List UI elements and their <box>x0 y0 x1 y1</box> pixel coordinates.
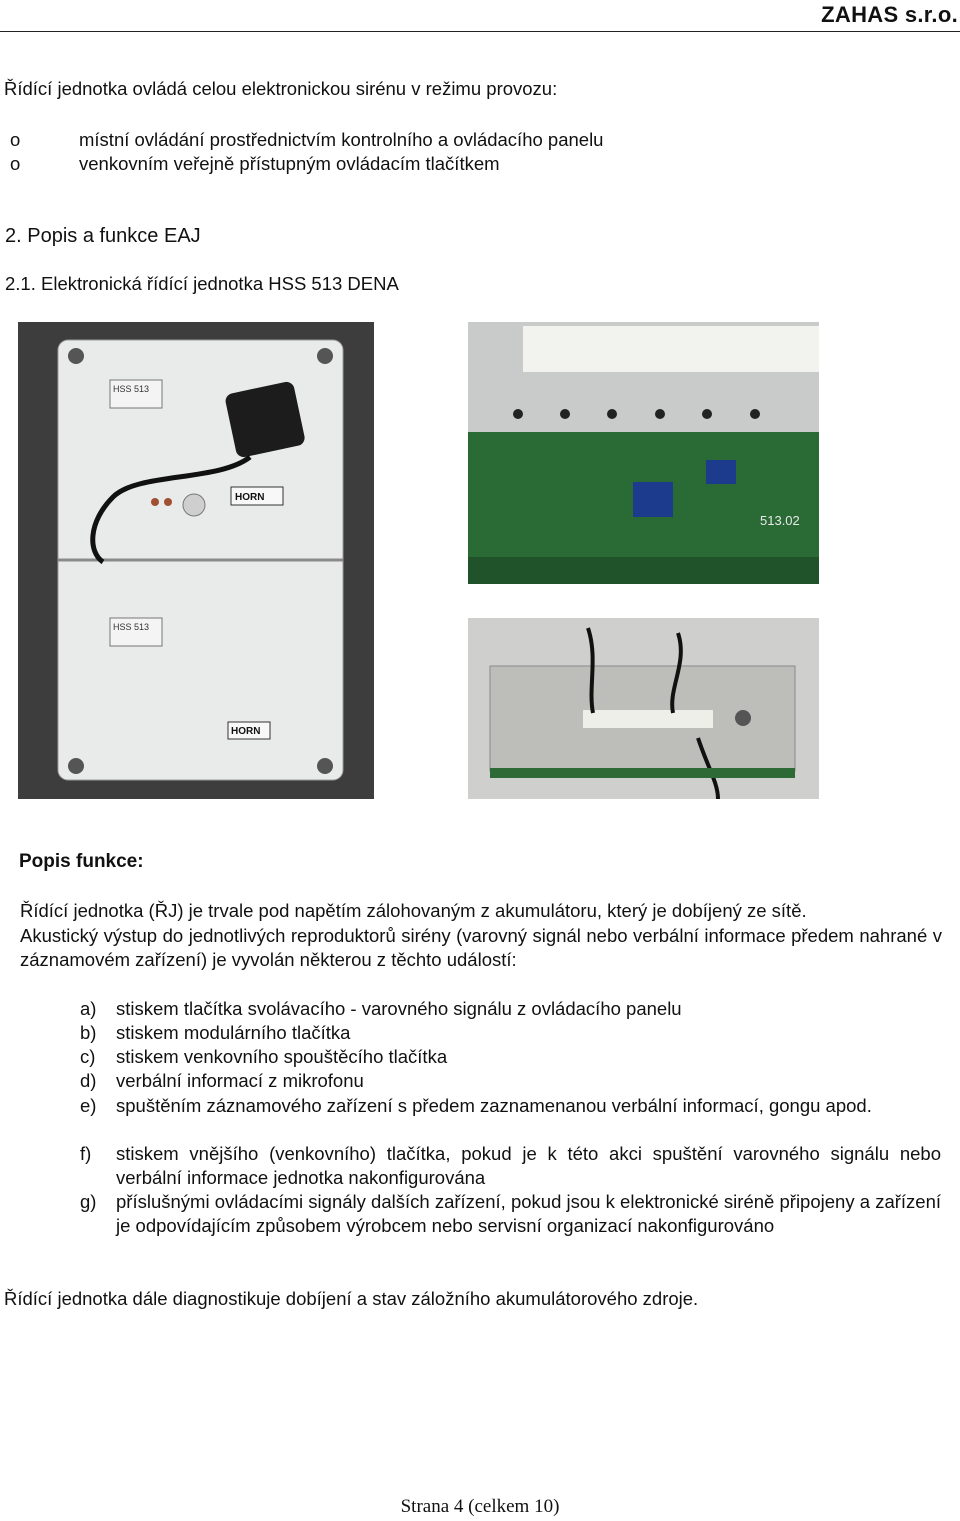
list-marker: d) <box>80 1070 97 1091</box>
list-text: stiskem modulárního tlačítka <box>116 1022 351 1043</box>
wiring-photo <box>468 618 819 799</box>
popis-title: Popis funkce: <box>19 851 144 872</box>
intro-text: Řídící jednotka ovládá celou elektronickou sirénu v režimu provozu: <box>4 78 558 99</box>
label-text: HORN <box>235 492 265 503</box>
list-text: stiskem venkovního spouštěcího tlačítka <box>116 1046 448 1067</box>
label-text: HSS 513 <box>113 384 150 394</box>
label-text: HSS 513 <box>113 622 150 632</box>
circuit-board-photo <box>468 322 819 584</box>
label-text: HORN <box>231 726 261 737</box>
list-marker: g) <box>80 1191 97 1212</box>
section-heading: 2. Popis a funkce EAJ <box>5 225 201 247</box>
paragraph: Řídící jednotka (ŘJ) je trvale pod napětím zálohovaným z akumulátoru, který je dobíjený ze sítě. <box>20 900 807 921</box>
bullet-marker: o <box>10 129 21 150</box>
bullet-text: místní ovládání prostřednictvím kontrolního a ovládacího panelu <box>79 129 604 150</box>
company-name: ZAHAS s.r.o. <box>821 2 958 27</box>
list-marker: b) <box>80 1022 97 1043</box>
list-text: stiskem vnějšího (venkovního) tlačítka, pokud je k této akci spuštění varovného signálu nebo verbální informace jednotka nakonfigurována <box>116 1143 941 1188</box>
bullet-marker: o <box>10 153 21 174</box>
page-number: Strana 4 (celkem 10) <box>400 1496 560 1517</box>
list-marker: a) <box>80 998 97 1019</box>
board-label: 513.02 <box>760 513 800 528</box>
bullet-text: venkovním veřejně přístupným ovládacím tlačítkem <box>79 153 500 174</box>
list-marker: c) <box>80 1046 96 1067</box>
header-rule <box>0 31 960 32</box>
control-unit-photo <box>18 322 374 799</box>
list-text: příslušnými ovládacími signály dalších zařízení, pokud jsou k elektronické siréně připojeny a zařízení je odpovídajícím způsobem výrobcem nebo servisní organizací nakonfigurováno <box>116 1191 941 1236</box>
list-text: verbální informací z mikrofonu <box>116 1070 364 1091</box>
list-text: spuštěním záznamového zařízení s předem zaznamenanou verbální informací, gongu apod. <box>116 1095 872 1116</box>
list-text: stiskem tlačítka svolávacího - varovného signálu z ovládacího panelu <box>116 998 682 1019</box>
paragraph: Akustický výstup do jednotlivých reproduktorů sirény (varovný signál nebo verbální informace předem nahrané v záznamovém zařízení) je vyvolán některou z těchto událostí: <box>20 925 942 970</box>
closing-paragraph: Řídící jednotka dále diagnostikuje dobíjení a stav záložního akumulátorového zdroje. <box>4 1288 699 1309</box>
list-marker: e) <box>80 1095 97 1116</box>
list-marker: f) <box>80 1143 92 1164</box>
subsection-heading: 2.1. Elektronická řídící jednotka HSS 513 DENA <box>5 273 399 294</box>
